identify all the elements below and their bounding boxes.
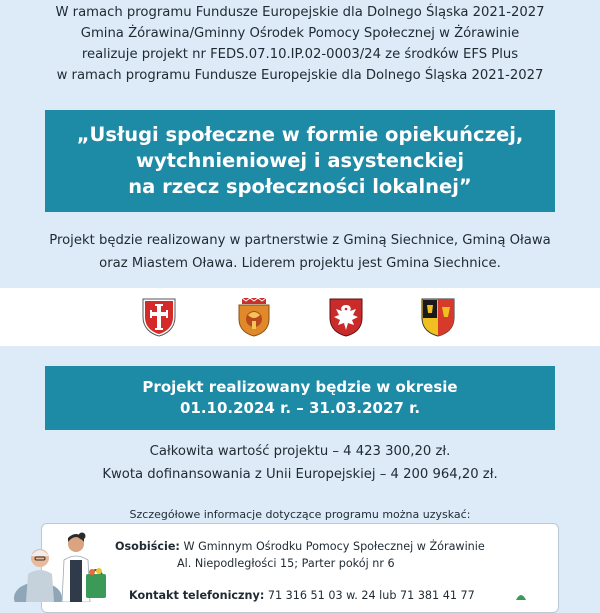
partnership-line: Projekt będzie realizowany w partnerstwie z Gminą Siechnice, Gminą Oława [49,233,551,248]
leaf-decoration-icon [514,590,528,600]
total-value: Całkowita wartość projektu – 4 423 300,20 zł. [149,444,451,459]
in-person-row [115,540,485,553]
intro-text [0,0,600,86]
partnership-line: oraz Miastem Oława. Liderem projektu jest Gmina Siechnice. [99,256,501,271]
details-label: Szczegółowe informacje dotyczące programu można uzyskać: [129,508,471,521]
intro-line: Gmina Żórawina/Gminny Ośrodek Pomocy Społecznej w Żórawinie [80,26,520,41]
project-title-banner [45,110,555,212]
coat-of-arms-cross-icon [141,297,177,337]
coat-of-arms-split-icon [420,297,456,337]
project-period-dates: 01.10.2024 r. – 31.03.2027 r. [179,399,421,417]
project-title-line: wytchnieniowej i asystenckiej [135,149,465,172]
partner-logos-strip [0,288,600,346]
in-person-text: W Gminnym Ośrodku Pomocy Społecznej w Żórawinie [183,540,485,553]
project-title-line: „Usługi społeczne w formie opiekuńczej, [76,123,524,146]
coat-of-arms-eagle-icon [328,297,364,337]
phone-label: Kontakt telefoniczny: [129,589,265,602]
intro-line: W ramach programu Fundusze Europejskie dla Dolnego Śląska 2021-2027 [55,5,545,20]
intro-line: realizuje projekt nr FEDS.07.10.IP.02-0003/24 ze środków EFS Plus [81,47,519,62]
project-period-banner [45,366,555,430]
phone-numbers: 71 316 51 03 w. 24 lub 71 381 41 77 [267,589,475,602]
partnership-text [0,229,600,275]
in-person-label: Osobiście: [115,540,180,553]
project-values [0,440,600,486]
office-address: Al. Niepodległości 15; Parter pokój nr 6 [177,557,395,570]
phone-row [129,589,475,602]
caregiver-illustration-icon [10,530,120,602]
intro-line: w ramach programu Fundusze Europejskie dla Dolnego Śląska 2021-2027 [56,68,544,83]
project-title-line: na rzecz społeczności lokalnej” [128,175,472,198]
funding-value: Kwota dofinansowania z Unii Europejskiej – 4 200 964,20 zł. [102,467,498,482]
project-period-label: Projekt realizowany będzie w okresie [142,378,458,396]
coat-of-arms-crown-icon [236,297,272,337]
